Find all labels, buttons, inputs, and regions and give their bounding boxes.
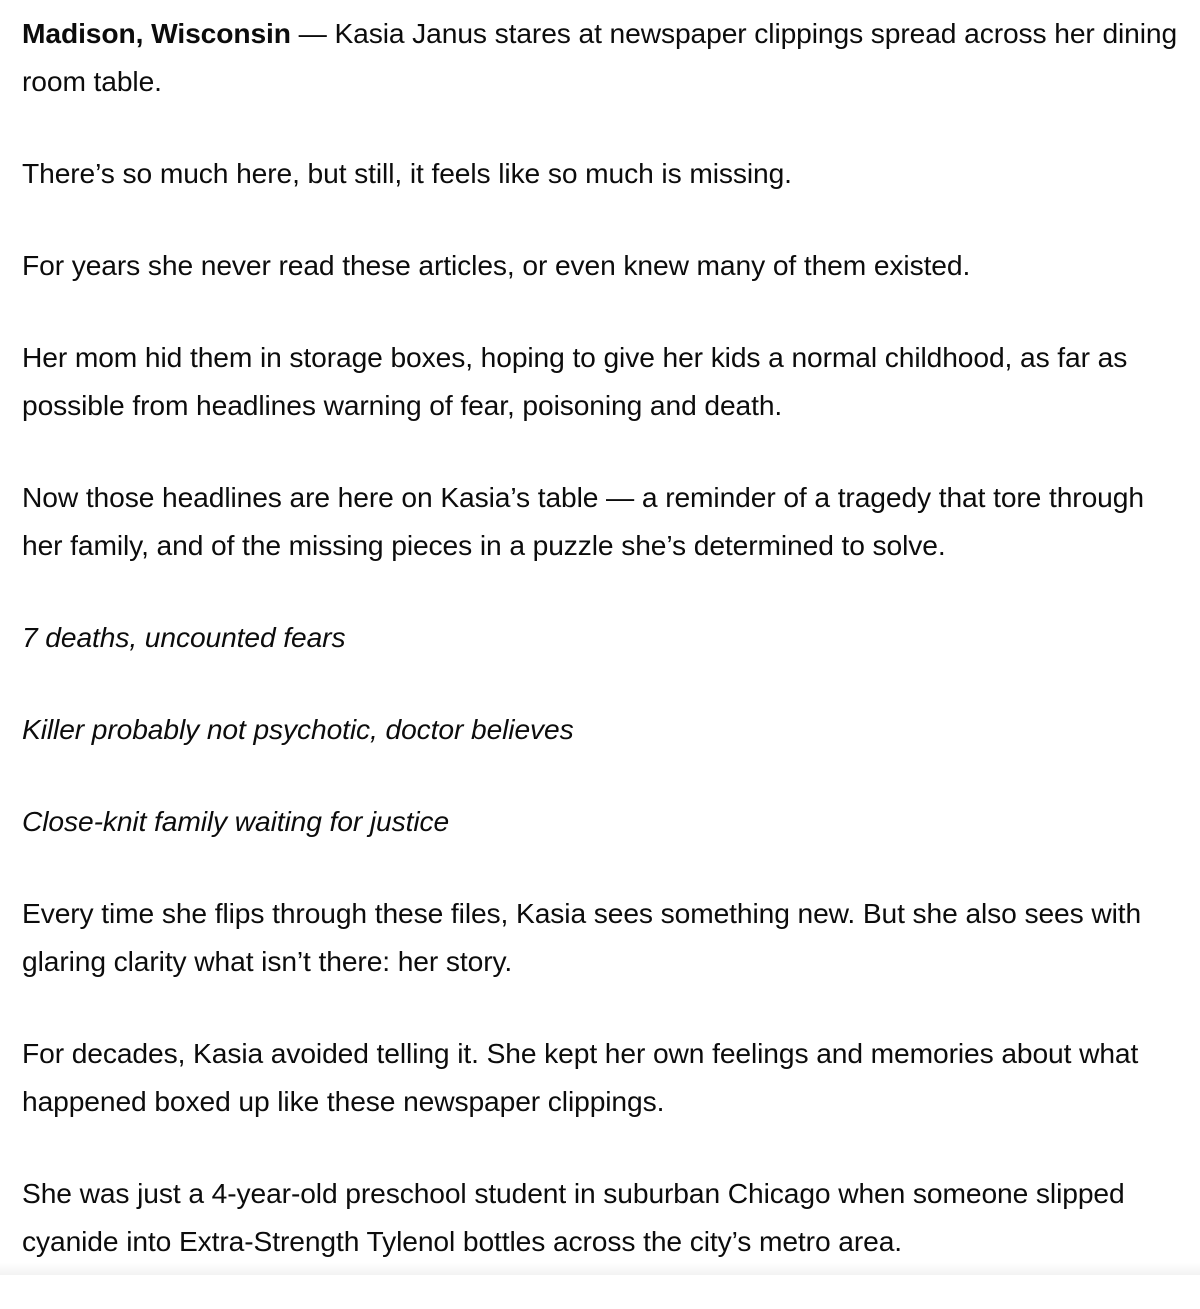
paragraph: There’s so much here, but still, it feels like so much is missing.: [22, 157, 792, 189]
clipping-headline: Killer probably not psychotic, doctor believes: [22, 713, 574, 745]
clipping-headline: 7 deaths, uncounted fears: [22, 621, 346, 653]
lead-paragraph: [22, 9, 1192, 105]
lead-text: — Kasia Janus stares at newspaper clippings spread across her dining room table.: [22, 17, 1178, 97]
paragraph: Every time she flips through these files, Kasia sees something new. But she also sees with glaring clarity what isn’t there: her story.: [22, 897, 1142, 977]
paragraph: She was just a 4-year-old preschool student in suburban Chicago when someone slipped cyanide into Extra-Strength Tylenol bottles across the city’s metro area.: [22, 1177, 1125, 1257]
paragraph: For years she never read these articles, or even knew many of them existed.: [22, 249, 971, 281]
dateline: Madison, Wisconsin: [22, 17, 291, 49]
clipping-headline: Close-knit family waiting for justice: [22, 805, 450, 837]
paragraph: Her mom hid them in storage boxes, hoping to give her kids a normal childhood, as far as possible from headlines warning of fear, poisoning and death.: [22, 341, 1128, 421]
article-body: [22, 9, 1192, 1309]
paragraph: Now those headlines are here on Kasia’s table — a reminder of a tragedy that tore through her family, and of the missing pieces in a puzzle she’s determined to solve.: [22, 481, 1144, 561]
paragraph: For decades, Kasia avoided telling it. She kept her own feelings and memories about what happened boxed up like these newspaper clippings.: [22, 1037, 1139, 1117]
bottom-edge-shadow: [0, 1263, 1200, 1275]
